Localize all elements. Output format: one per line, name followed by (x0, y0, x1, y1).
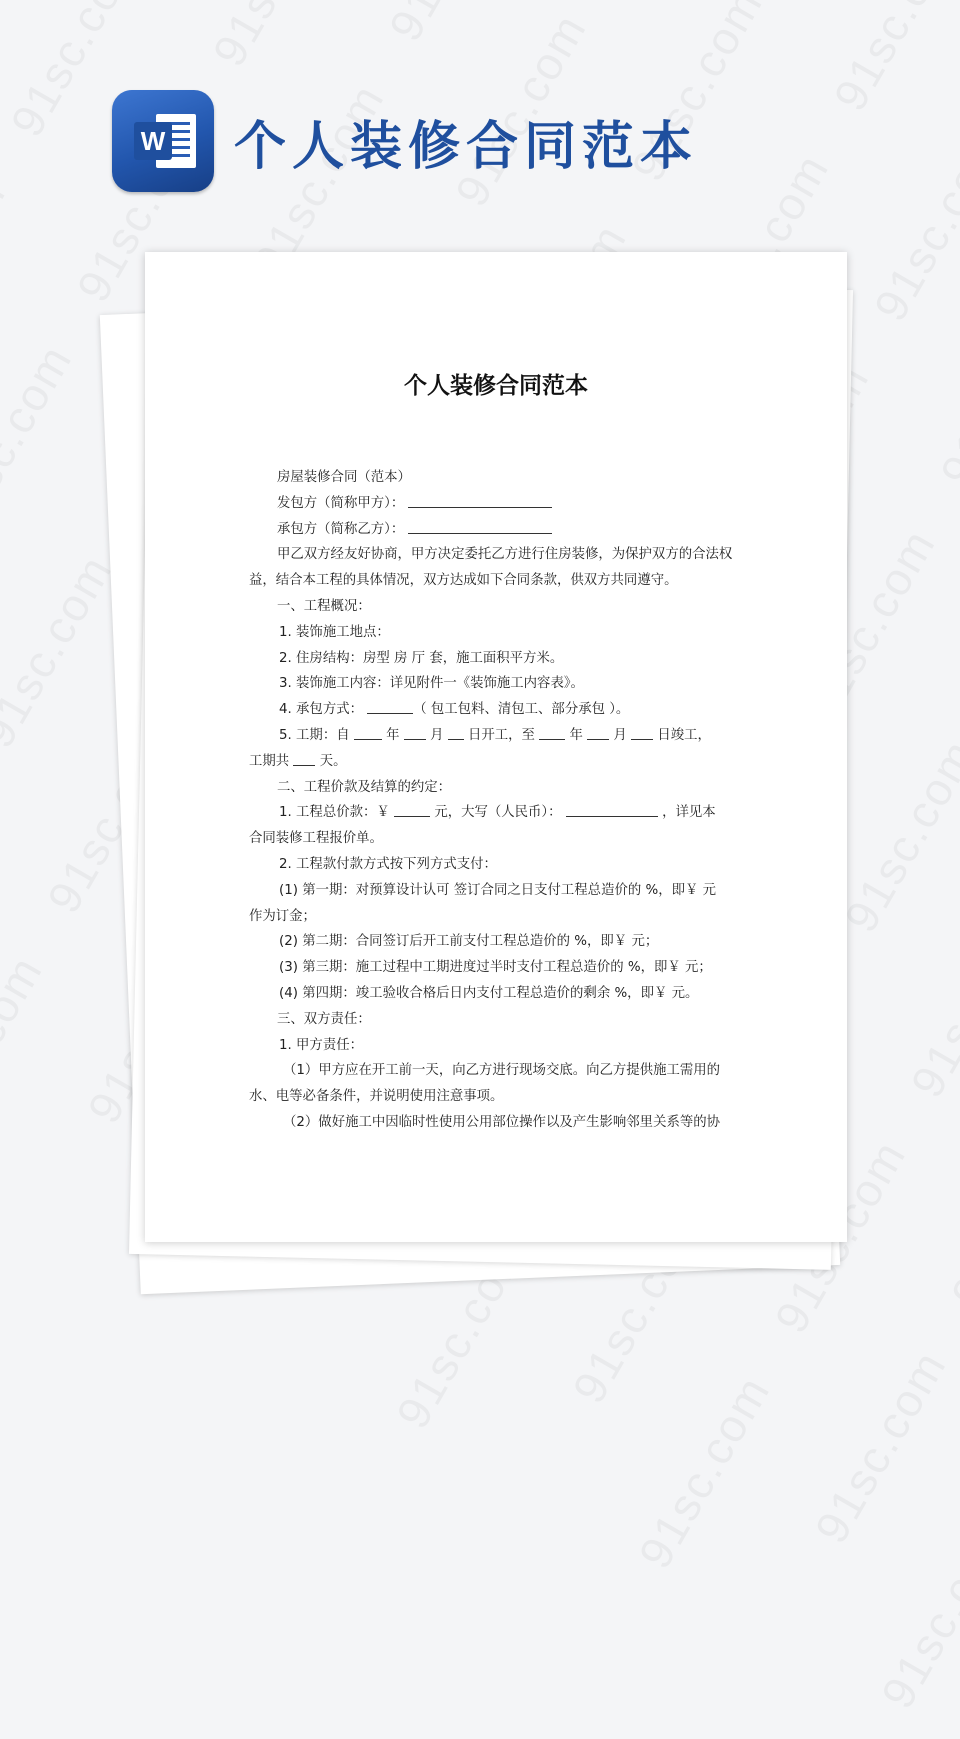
word-letter: W (134, 122, 172, 160)
text: 天。 (319, 753, 347, 769)
paragraph-line: 合同装修工程报价单。 (249, 831, 383, 847)
blank (367, 699, 413, 714)
document-page (145, 252, 847, 1242)
word-icon (112, 90, 214, 192)
list-item: 2. 工程款付款方式按下列方式支付： (279, 856, 497, 872)
section-heading: 一、工程概况： (277, 598, 371, 614)
paragraph-line: 作为订金； (249, 908, 316, 924)
text: 元，大写（人民币）： (434, 805, 562, 821)
document-title: 个人装修合同范本 (404, 373, 588, 399)
list-item-text: 年 (569, 727, 583, 743)
list-item-text: 4. 承包方式： (279, 702, 363, 718)
list-item: (1) 第一期：对预算设计认可 签订合同之日支付工程总造价的 %，即￥ 元 (279, 882, 717, 898)
list-item: 1. 装饰施工地点： (279, 624, 390, 640)
list-item (249, 723, 741, 749)
blank (354, 725, 382, 740)
list-item-text: 月 (613, 727, 627, 743)
blank (394, 802, 430, 817)
party-a-label: 发包方（简称甲方）： (277, 495, 405, 511)
list-item: （2）做好施工中因临时性使用公用部位操作以及产生影响邻里关系等的协 (283, 1114, 721, 1130)
app-title: 个人装修合同范本 (234, 116, 699, 177)
section-heading: 二、工程价款及结算的约定： (277, 779, 452, 795)
blank (404, 725, 426, 740)
paragraph-line: 水、电等必备条件，并说明使用注意事项。 (249, 1089, 504, 1105)
blank (566, 802, 658, 817)
list-item-text: （ 包工包料、清包工、部分承包 ）。 (413, 702, 630, 718)
list-item: (2) 第二期：合同签订后开工前支付工程总造价的 %，即￥ 元； (279, 934, 659, 950)
list-item-text: 年 (386, 727, 400, 743)
document-body (249, 465, 741, 1136)
list-item: （1）甲方应在开工前一天，向乙方进行现场交底。向乙方提供施工需用的 (283, 1063, 721, 1079)
blank (293, 751, 315, 766)
blank (539, 725, 565, 740)
party-b-line (249, 517, 741, 543)
list-item-text: 日竣工， (657, 727, 711, 743)
list-item: (3) 第三期：施工过程中工期进度过半时支付工程总造价的 %，即￥ 元； (279, 960, 712, 976)
list-item-text: 月 (430, 727, 444, 743)
list-item: 3. 装饰施工内容：详见附件一《装饰施工内容表》。 (279, 676, 584, 692)
list-item-text: 5. 工期：自 (279, 727, 350, 743)
blank (631, 725, 653, 740)
party-b-blank (408, 519, 552, 534)
text: 1. 工程总价款：￥ (279, 805, 390, 821)
paragraph-line: 房屋装修合同（范本） (277, 470, 411, 485)
list-item: 2. 住房结构：房型 房 厅 套，施工面积平方米。 (279, 650, 564, 666)
list-item-text: 日开工，至 (467, 727, 535, 743)
paragraph-line: 益，结合本工程的具体情况，双方达成如下合同条款，供双方共同遵守。 (249, 573, 678, 589)
list-item (249, 800, 741, 826)
blank (448, 725, 464, 740)
party-a-blank (408, 493, 552, 508)
text: 工期共 (249, 753, 290, 769)
party-b-label: 承包方（简称乙方）： (277, 521, 405, 537)
section-heading: 三、双方责任： (277, 1011, 371, 1027)
paragraph-line (249, 749, 741, 775)
list-item (249, 697, 741, 723)
list-item: (4) 第四期：竣工验收合格后日内支付工程总造价的剩余 %，即￥ 元。 (279, 985, 699, 1001)
paragraph-line: 甲乙双方经友好协商，甲方决定委托乙方进行住房装修，为保护双方的合法权 (277, 547, 733, 563)
text: ，详见本 (662, 805, 716, 821)
party-a-line (249, 491, 741, 517)
blank (587, 725, 609, 740)
list-item: 1. 甲方责任： (279, 1037, 363, 1053)
